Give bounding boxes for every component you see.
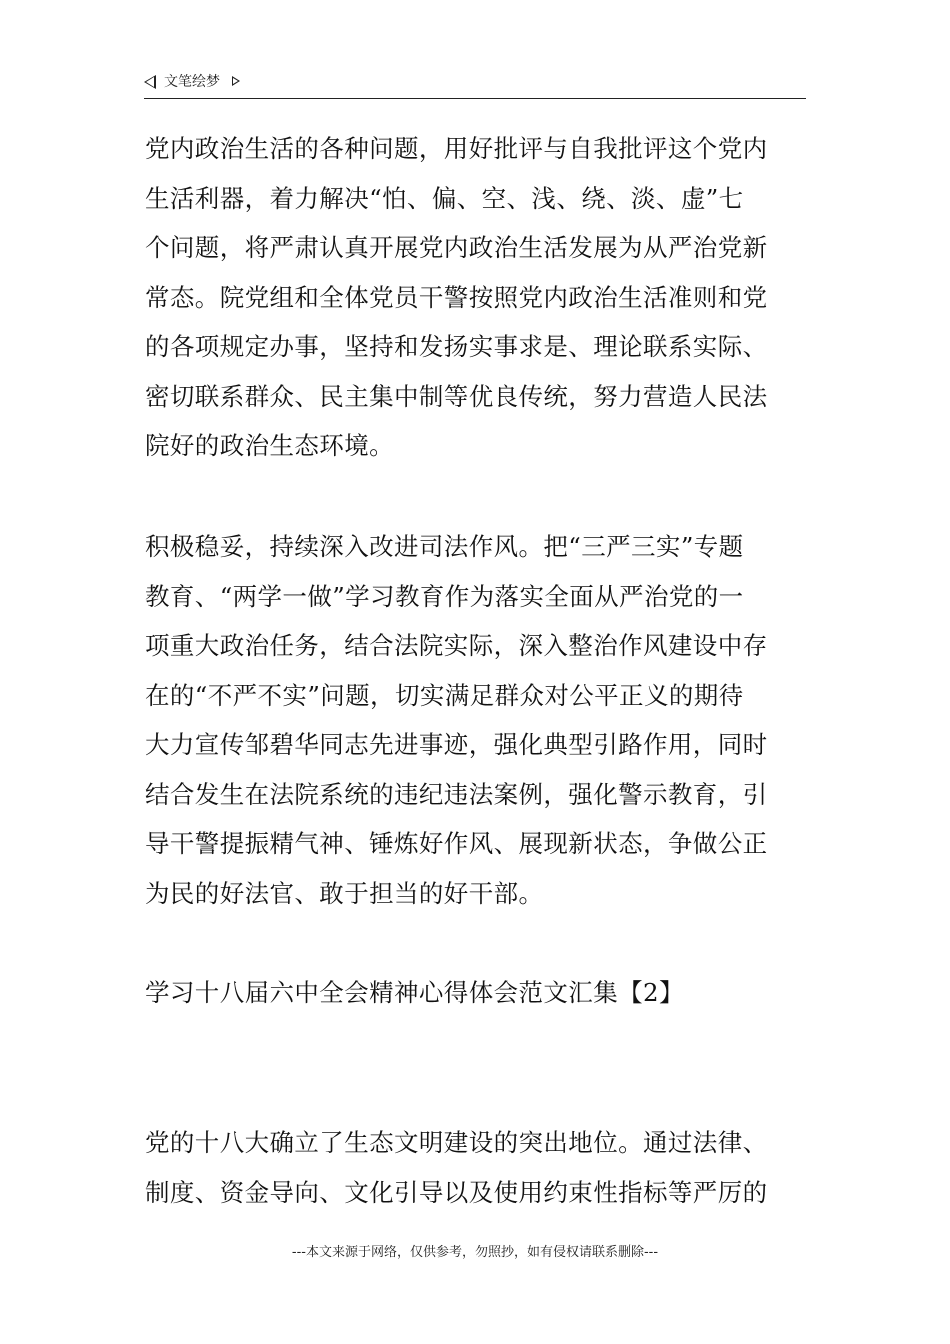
text-line: 导干警提振精气神、锤炼好作风、展现新状态，争做公正 <box>145 829 768 858</box>
paragraph-3 <box>145 1118 815 1217</box>
paragraph-2 <box>145 522 815 918</box>
text-line: 党的十八大确立了生态文明建设的突出地位。通过法律、 <box>145 1128 768 1157</box>
text-line: 大力宣传邹碧华同志先进事迹，强化典型引路作用，同时 <box>145 730 768 759</box>
text-line: 的各项规定办事，坚持和发扬实事求是、理论联系实际、 <box>145 332 768 361</box>
triangle-left-icon <box>144 75 156 89</box>
text-line: 积极稳妥，持续深入改进司法作风。把“三严三实”专题 <box>145 532 744 561</box>
text-line: 制度、资金导向、文化引导以及使用约束性指标等严厉的 <box>145 1177 768 1207</box>
text-line: 生活利器，着力解决“怕、偏、空、浅、绕、淡、虚”七 <box>145 183 744 213</box>
page-footer: ---本文来源于网络，仅供参考，勿照抄，如有侵权请联系删除--- <box>291 1245 659 1260</box>
text-line: 常态。院党组和全体党员干警按照党内政治生活准则和党 <box>145 282 768 312</box>
text-line: 为民的好法官、敢于担当的好干部。 <box>145 878 544 908</box>
text-line: 项重大政治任务，结合法院实际，深入整治作风建设中存 <box>145 631 768 660</box>
page-header <box>144 72 806 99</box>
text-line: 在的“不严不实”问题，切实满足群众对公平正义的期待 <box>145 680 744 710</box>
text-line: 密切联系群众、民主集中制等优良传统，努力营造人民法 <box>145 381 768 411</box>
paragraph-1 <box>145 124 815 471</box>
header-title: 文笔绘梦 <box>164 74 220 90</box>
triangle-right-icon <box>232 76 240 86</box>
text-line: 教育、“两学一做”学习教育作为落实全面从严治党的一 <box>145 581 744 611</box>
text-line: 党内政治生活的各种问题，用好批评与自我批评这个党内 <box>145 134 768 163</box>
section-heading <box>145 968 815 1018</box>
text-line: 个问题，将严肃认真开展党内政治生活发展为从严治党新 <box>145 233 768 262</box>
text-line: 院好的政治生态环境。 <box>145 431 394 460</box>
heading-text: 学习十八届六中全会精神心得体会范文汇集【2】 <box>145 978 684 1007</box>
text-line: 结合发生在法院系统的违纪违法案例，强化警示教育，引 <box>145 779 768 809</box>
